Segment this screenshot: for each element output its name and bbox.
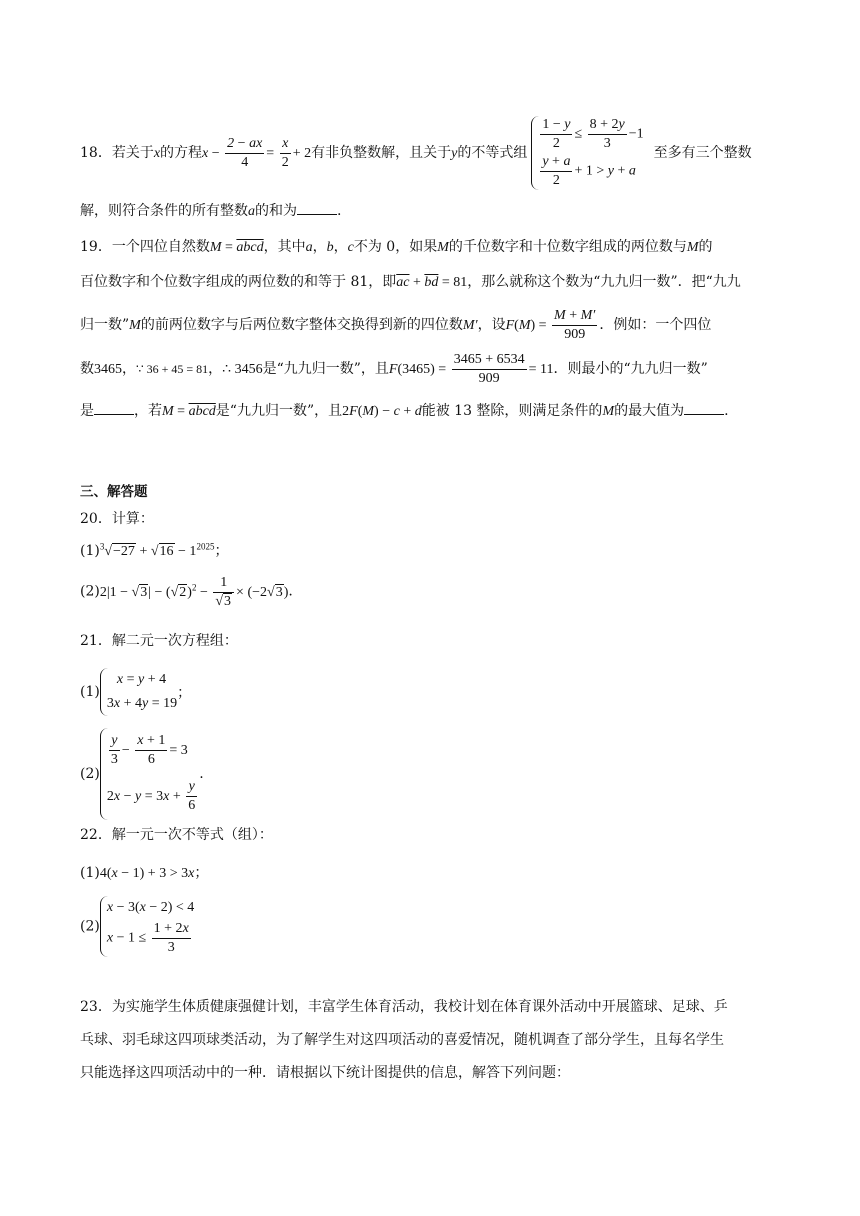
question-23-line-2: 乓球、羽毛球这四项球类活动，为了解学生对这四项活动的喜爱情况，随机调查了部分学生，且每名学生 (80, 1032, 724, 1048)
question-19-line-5: 是 ，若M = abcd是“九九归一数”，且2F(M) − c + d能被 13 整除，则满足条件的M的最大值为 . (80, 400, 729, 420)
question-22-part-2: (2) x − 3(x − 2) < 4 x − 1 ≤ $\frac{1 + 2x}{3}$ (80, 896, 194, 957)
question-20-part-1: $(1)^3√-27 + √16 - 1^{2025}$； (80, 541, 229, 559)
question-23-line-1: 23．为实施学生体质健康强健计划，丰富学生体育活动，我校计划在体育课外活动中开展篮球、足球、乒 (80, 999, 728, 1015)
answer-blank[interactable] (94, 400, 134, 415)
section-heading: 三、解答题 (80, 484, 148, 500)
question-23-line-3: 只能选择这四项活动中的一种．请根据以下统计图提供的信息，解答下列问题： (80, 1065, 570, 1081)
inequality-system: $\frac{1 - y}{2}$ ≤ $\frac{8 + 2y}{3}$ −1 $\frac{y + a}{2}$ + 1 > y + a (531, 116, 643, 190)
question-19-line-2: 百位数字和个位数字组成的两位数的和等于 81，即$\overline{ac} + \overline{bd} = 81$，那么就称这个数为“九九归一数”．把“九九 (80, 274, 741, 290)
question-18-line-1: 18．若关于x的方程x − $\frac{2 - ax}{4}$ = $\frac{x}{2}$ + 2有非负整数解，且关于y的不等式组 $\frac{1 - y}{2}$ ≤ $\frac{8 + 2y}{3}$ −1 $\frac{y + a}{2}$ + 1 > y + a 至多有三个整数 (80, 117, 752, 188)
question-number: 18． (80, 145, 112, 161)
answer-blank[interactable] (684, 400, 724, 415)
question-21-title: 21．解二元一次方程组： (80, 633, 238, 649)
question-21-part-1: (1) x = y + 4 3x + 4y = 19 ； (80, 668, 191, 716)
question-18-line-2: 解，则符合条件的所有整数a的和为 . (80, 200, 341, 220)
math-equation: x − $\frac{2 - ax}{4}$ = $\frac{x}{2}$ + 2 (202, 136, 312, 171)
math-var-x: x (153, 146, 161, 161)
question-19-line-3: 归一数”M的前两位数字与后两位数字整体交换得到新的四位数M′，设F(M) = $\frac{M + M'}{909}$ ．例如：一个四位 (80, 308, 712, 343)
question-22-title: 22．解一元一次不等式（组）： (80, 827, 273, 843)
question-19-line-1: 19．一个四位自然数M = abcd，其中a，b，c不为 0，如果M的千位数字和十位数字组成的两位数与M的 (80, 239, 713, 255)
question-20-part-2: $(2)2|1 - √3| - (√2)^2$ − $\frac{1}{√3}$ × (−2√3). (80, 574, 293, 609)
question-22-part-1: (1)4(x − 1) + 3 > 3x； (80, 865, 209, 881)
question-19-line-4: 数3465，∵ 36 + 45 = 81，∴ 3456是“九九归一数”，且F(3465) = $\frac{3465 + 6534}{909}$ = 11．则最小的“九九归一数” (80, 352, 708, 387)
answer-blank[interactable] (297, 200, 337, 215)
question-20-title: 20．计算： (80, 511, 154, 527)
question-21-part-2: (2) $\frac{y}{3}$ − $\frac{x + 1}{6}$ = 3 2x − y = 3x + $\frac{y}{6}$ . (80, 728, 204, 820)
question-number: 19． (80, 239, 112, 255)
math-var-y: y (451, 146, 458, 161)
